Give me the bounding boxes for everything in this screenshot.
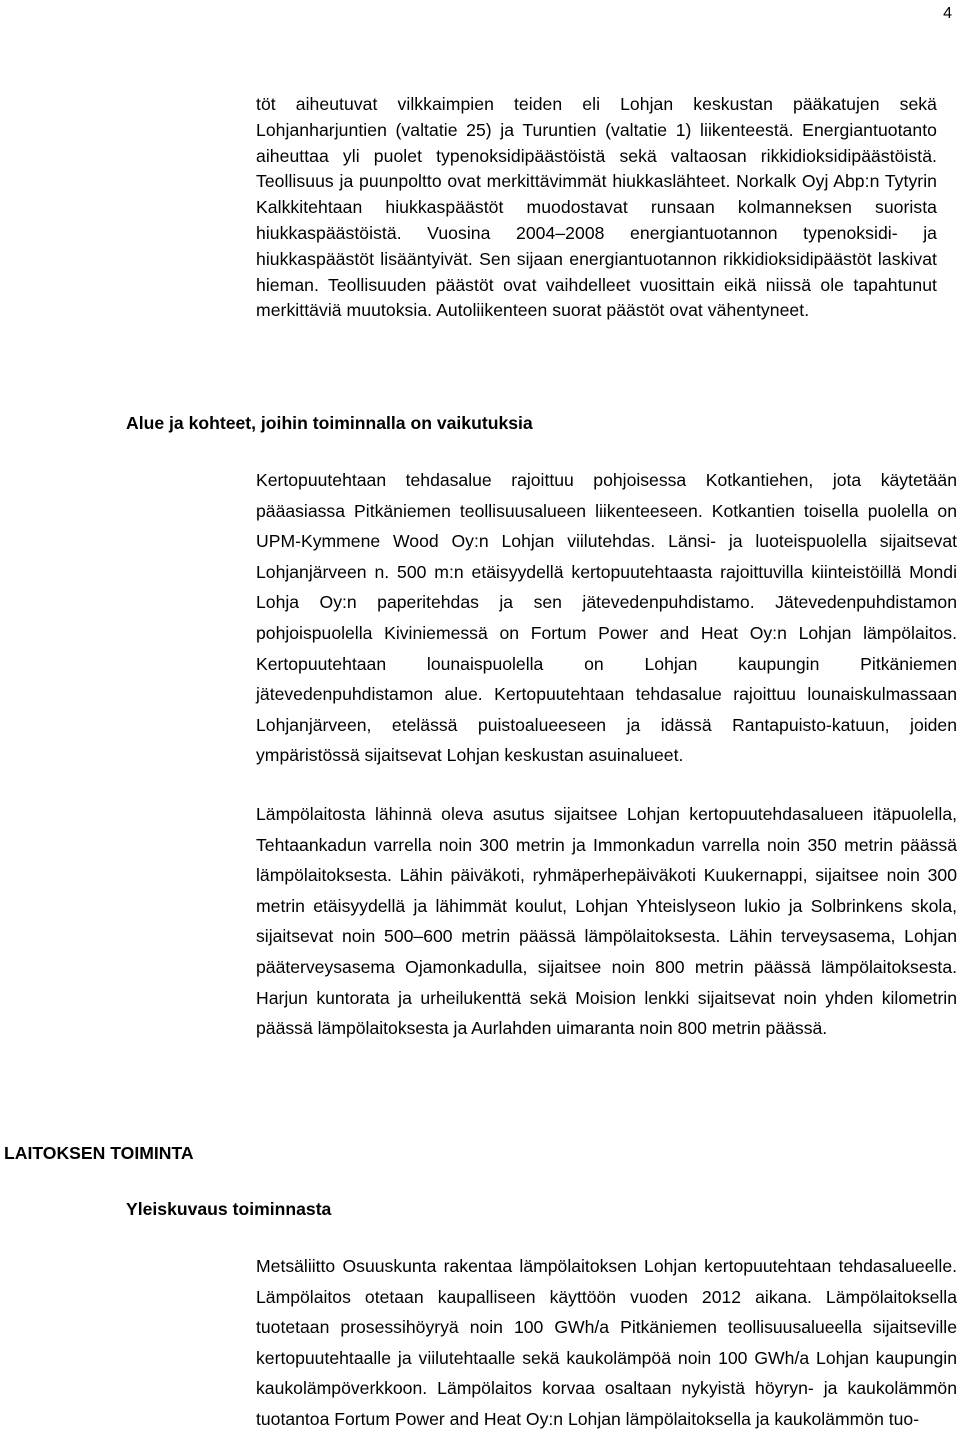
- page-number: 4: [943, 5, 952, 22]
- section-heading-affected-areas: Alue ja kohteet, joihin toiminnalla on vaikutuksia: [126, 413, 533, 433]
- paragraph-air-emissions: töt aiheutuvat vilkkaimpien teiden eli Lohjan keskustan pääkatujen sekä Lohjanharjuntien (valtatie 25) ja Turuntien (valtatie 1) liikenteestä. Energiantuotanto aiheuttaa yli puolet typenoksidipäästöistä sekä valtaosan rikkidioksidipäästöistä. Teollisuus ja puunpoltto ovat merkittävimmät hiukkaslähteet. Norkalk Oyj Abp:n Tytyrin Kalkkitehtaan hiukkaspäästöt muodostavat runsaan kolmanneksen suorista hiukkaspäästöistä. Vuosina 2004–2008 energiantuotannon typenoksidi- ja hiukkaspäästöt lisääntyivät. Sen sijaan energiantuotannon rikkidioksidipäästöt laskivat hieman. Teollisuuden päästöt ovat vaihdelleet vuosittain eikä niissä ole tapahtunut merkittäviä muutoksia. Autoliikenteen suorat päästöt ovat vähentyneet.: [256, 94, 937, 321]
- section-heading-operation-overview: Yleiskuvaus toiminnasta: [126, 1199, 332, 1219]
- paragraph-nearby-residences: Lämpölaitosta lähinnä oleva asutus sijaitsee Lohjan kertopuutehdasalueen itäpuolella, Tehtaankadun varrella noin 300 metrin ja Immonkadun varrella noin 350 metrin päässä lämpölaitoksesta. Lähin päiväkoti, ryhmäperhepäiväkoti Kuukernappi, sijaitsee noin 300 metrin etäisyydellä ja lähimmät koulut, Lohjan Yhteislyseon lukio ja Solbrinkens skola, sijaitsevat noin 500–600 metrin päässä lämpölaitoksesta. Lähin terveysasema, Lohjan pääterveysasema Ojamonkadulla, sijaitsee noin 800 metrin päässä lämpölaitoksesta. Harjun kuntorata ja urheilukenttä sekä Moision lenkki sijaitsevat noin yhden kilometrin päässä lämpölaitoksesta ja Aurlahden uimaranta noin 800 metrin päässä.: [256, 804, 957, 1039]
- paragraph-operation-overview: Metsäliitto Osuuskunta rakentaa lämpölaitoksen Lohjan kertopuutehtaan tehdasalueelle. Lämpölaitos otetaan kaupalliseen käyttöön vuoden 2012 aikana. Lämpölaitoksella tuotetaan prosessihöyryä noin 100 GWh/a Pitkäniemen teollisuusalueella sijaitseville kertopuutehtaalle ja viilutehtaalle sekä kaukolämpöä noin 100 GWh/a Lohjan kaupungin kaukolämpöverkkoon. Lämpölaitos korvaa osaltaan nykyistä höyryn- ja kaukolämmön tuotantoa Fortum Power and Heat Oy:n Lohjan lämpölaitoksella ja kaukolämmön tuo-: [256, 1256, 957, 1429]
- paragraph-site-surroundings: Kertopuutehtaan tehdasalue rajoittuu pohjoisessa Kotkantiehen, jota käytetään pääasiassa Pitkäniemen teollisuusalueen liikenteeseen. Kotkantien toisella puolella on UPM-Kymmene Wood Oy:n Lohjan viilutehdas. Länsi- ja luoteispuolella sijaitsevat Lohjanjärveen n. 500 m:n etäisyydellä kertopuutehtaasta rajoittuvilla kiinteistöillä Mondi Lohja Oy:n paperitehdas ja sen jätevedenpuhdistamo. Jätevedenpuhdistamon pohjoispuolella Kiviniemessä on Fortum Power and Heat Oy:n Lohjan lämpölaitos. Kertopuutehtaan lounaispuolella on Lohjan kaupungin Pitkäniemen jätevedenpuhdistamon alue. Kertopuutehtaan tehdasalue rajoittuu lounaiskulmassaan Lohjanjärveen, etelässä puistoalueeseen ja idässä Rantapuisto-katuun, joiden ympäristössä sijaitsevat Lohjan keskustan asuinalueet.: [256, 470, 957, 766]
- chapter-heading-plant-operation: LAITOKSEN TOIMINTA: [4, 1143, 194, 1163]
